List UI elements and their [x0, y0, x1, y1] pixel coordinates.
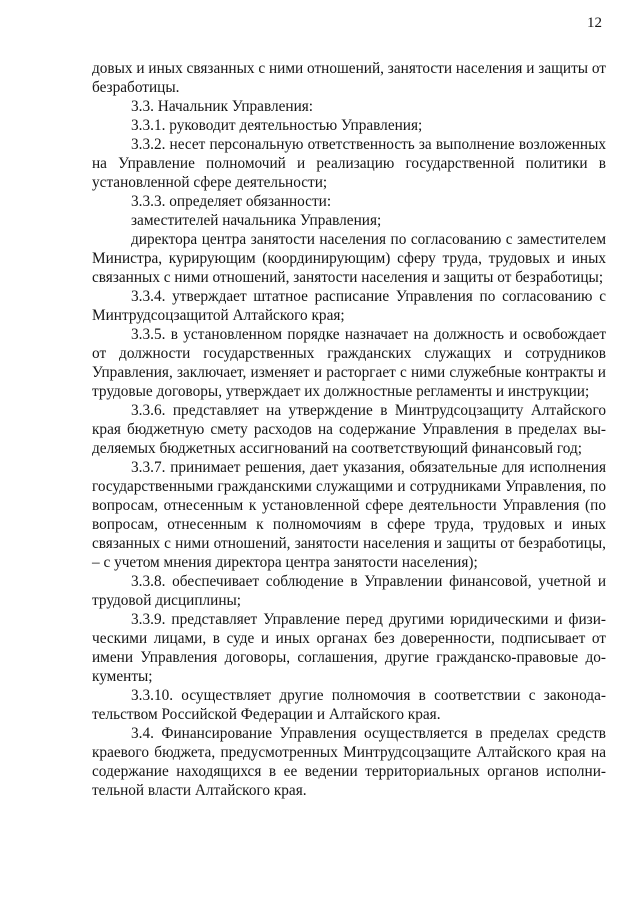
paragraph-3-3-10: 3.3.10. осуществляет другие полномочия в соответствии с законодательством Российской Федерации и Алтайского края.: [92, 687, 606, 723]
paragraph-3-3-9: 3.3.9. представляет Управление перед другими юридическими и физическими лицами, в суде и иных органах без доверенности, подписывает от имени Управления договоры, соглашения, другие гражданско-правовые документы;: [92, 611, 606, 685]
document-body: [92, 59, 606, 800]
paragraph-continuation: довых и иных связанных с ними отношений, занятости населения и защиты от безработицы.: [92, 60, 606, 96]
paragraph-3-3-7: 3.3.7. принимает решения, дает указания, обязательные для исполнения государственными гражданскими служащими и сотрудниками Управления, по вопросам, отнесенным к установленной сфере деятельности Управления (по вопросам, отнесенным к полномочиям в сфере труда, трудовых и иных связанных с ними отношений, занятости населения и защиты от безработицы, – с учетом мнения директора центра занятости населения);: [92, 459, 606, 571]
paragraph-3-3-5: 3.3.5. в установленном порядке назначает на должность и освобождает от должности государственных гражданских служащих и сотрудников Управления, заключает, изменяет и расторгает с ними служебные контракты и трудовые договоры, утверждает их должностные регламенты и инструкции;: [92, 326, 606, 400]
paragraph-3-3-8: 3.3.8. обеспечивает соблюдение в Управлении финансовой, учетной и трудовой дисциплины;: [92, 573, 606, 609]
paragraph-employment-center-director: директора центра занятости населения по согласованию с заместителем Министра, курирующим (координирующим) сферу труда, трудовых и иных связанных с ними отношений, занятости населения и защиты от безработицы;: [92, 231, 606, 286]
paragraph-3-3-6: 3.3.6. представляет на утверждение в Минтрудсоцзащиту Алтайского края бюджетную смету расходов на содержание Управления в пределах выделяемых бюджетных ассигнований на соответствующий финансовый год;: [92, 402, 606, 457]
paragraph-3-3: 3.3. Начальник Управления:: [131, 98, 314, 115]
paragraph-3-4: 3.4. Финансирование Управления осуществляется в пределах средств краевого бюджета, предусмотренных Минтрудсоцзащите Алтайского края на содержание находящихся в ее ведении территориальных органов исполнительной власти Алтайского края.: [92, 725, 606, 799]
page-number: 12: [587, 15, 602, 31]
paragraph-3-3-4: 3.3.4. утверждает штатное расписание Управления по согласованию с Минтрудсоцзащитой Алтайского края;: [92, 288, 606, 324]
paragraph-3-3-3: 3.3.3. определяет обязанности:: [131, 193, 332, 210]
paragraph-deputies: заместителей начальника Управления;: [131, 212, 382, 229]
paragraph-3-3-1: 3.3.1. руководит деятельностью Управления;: [131, 117, 423, 134]
paragraph-3-3-2: 3.3.2. несет персональную ответственность за выполнение возложенных на Управление полномочий и реализацию государственной политики в установленной сфере деятельности;: [92, 136, 606, 191]
